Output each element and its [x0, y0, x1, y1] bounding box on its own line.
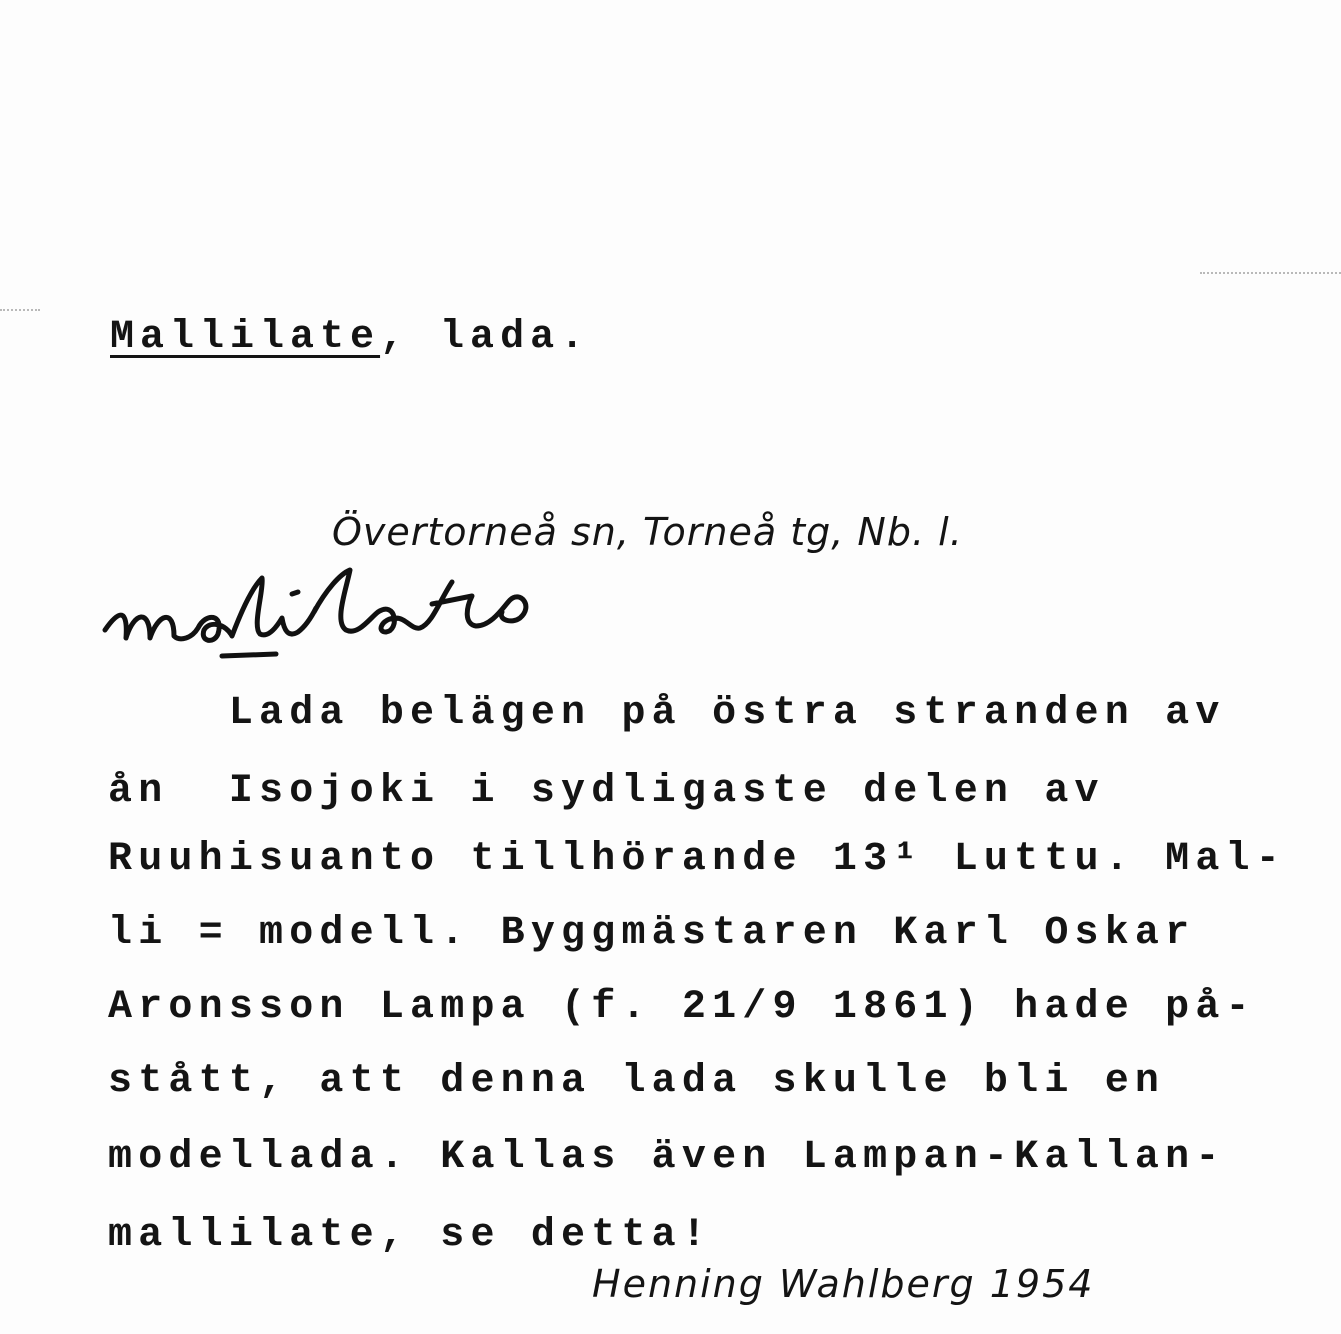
edge-mark-left	[0, 309, 40, 311]
headword-suffix: , lada.	[380, 315, 591, 360]
edge-mark-right	[1200, 272, 1341, 274]
description-line: li = modell. Byggmästaren Karl Oskar	[108, 911, 1196, 956]
description-line: Lada belägen på östra stranden av	[108, 691, 1226, 736]
author-signature: Henning Wahlberg 1954	[592, 1262, 1095, 1306]
description-line: modellada. Kallas även Lampan-Kallan-	[108, 1135, 1226, 1180]
place-line: Övertorneå sn, Torneå tg, Nb. l.	[332, 510, 963, 554]
handwritten-form	[100, 560, 540, 670]
description-line: stått, att denna lada skulle bli en	[108, 1059, 1166, 1104]
headword: Mallilate	[110, 315, 381, 360]
headword-line	[110, 315, 591, 360]
description-line: ån Isojoki i sydligaste delen av	[108, 769, 1105, 814]
description-line: mallilate, se detta!	[108, 1213, 713, 1258]
description-line: Ruuhisuanto tillhörande 13¹ Luttu. Mal-	[108, 837, 1286, 882]
description-line: Aronsson Lampa (f. 21/9 1861) hade på-	[108, 985, 1256, 1030]
